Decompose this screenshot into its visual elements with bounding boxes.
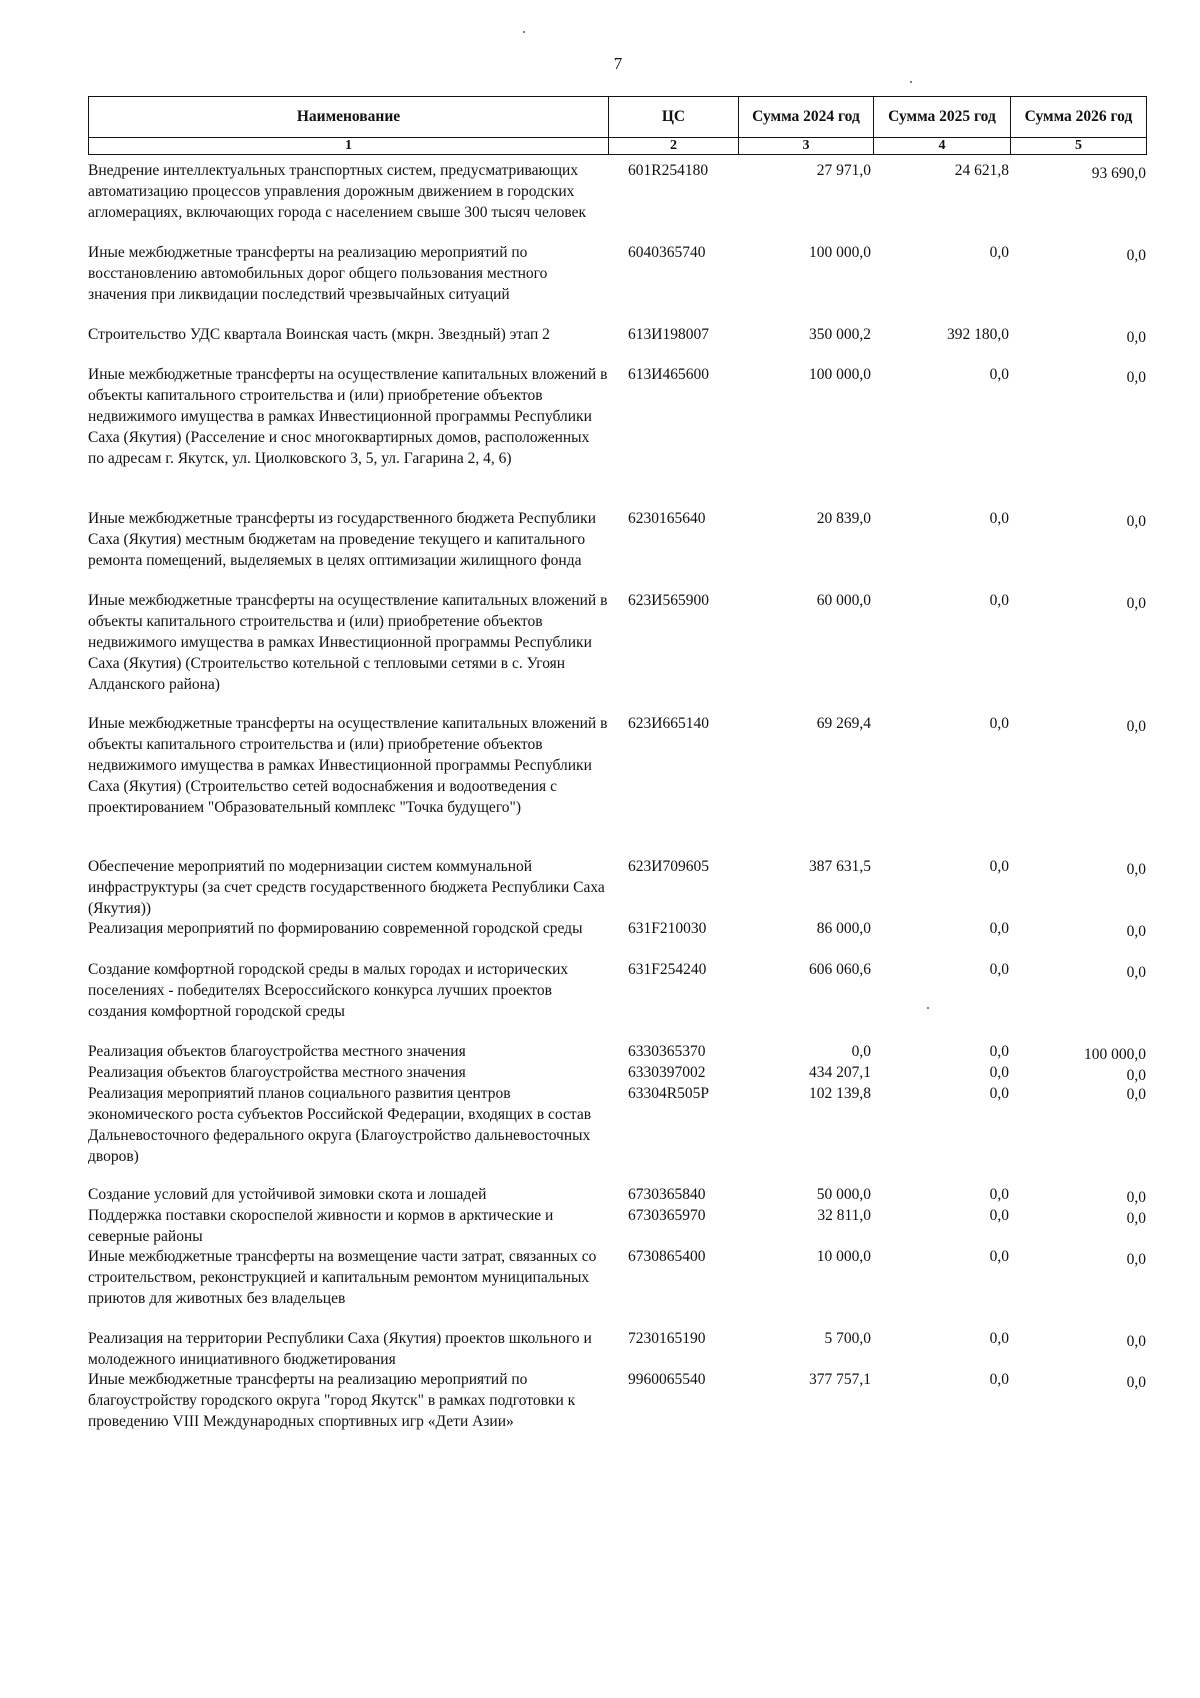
row-code: 63304R505P	[628, 1085, 709, 1102]
row-sum-2025: 0,0	[989, 1064, 1009, 1081]
row-name: Иные межбюджетные трансферты на реализацию мероприятий по благоустройству городского округа "город Якутск" в рамках подготовки к проведению VIII Международных спортивных игр «Дети Азии»	[88, 1371, 576, 1430]
row-code: 623И709605	[628, 858, 709, 875]
row-sum-2024: 377 757,1	[809, 1371, 871, 1388]
row-sum-2025: 0,0	[989, 366, 1009, 383]
row-sum-2024: 10 000,0	[816, 1248, 871, 1265]
row-sum-2026: 0,0	[1126, 329, 1146, 346]
scan-speck	[910, 81, 912, 83]
row-name: Реализация мероприятий по формированию современной городской среды	[88, 920, 583, 937]
row-code: 6230165640	[628, 510, 706, 527]
row-code: 601R254180	[628, 162, 709, 179]
row-name: Иные межбюджетные трансферты на реализацию мероприятий по восстановлению автомобильных дорог общего пользования местного значения при ликвидации последствий чрезвычайных ситуаций	[88, 244, 548, 303]
header-code: ЦС	[609, 97, 739, 138]
row-sum-2024: 434 207,1	[809, 1064, 871, 1081]
column-number-1: 1	[89, 138, 609, 155]
row-sum-2025: 0,0	[989, 1207, 1009, 1224]
row-name: Реализация мероприятий планов социального развития центров экономического роста субъектов Российской Федерации, входящих в состав Дальневосточного федерального округа (Благоустройство дальневосточных дворов)	[88, 1085, 592, 1165]
row-sum-2026: 0,0	[1126, 1086, 1146, 1103]
row-code: 9960065540	[628, 1371, 706, 1388]
row-sum-2024: 27 971,0	[816, 162, 871, 179]
row-sum-2025: 0,0	[989, 1186, 1009, 1203]
row-sum-2026: 93 690,0	[1091, 165, 1146, 182]
row-sum-2024: 387 631,5	[809, 858, 871, 875]
row-sum-2025: 0,0	[989, 1330, 1009, 1347]
row-sum-2024: 69 269,4	[816, 715, 871, 732]
column-number-3: 3	[739, 138, 874, 155]
row-code: 623И665140	[628, 715, 709, 732]
row-name: Иные межбюджетные трансферты на осуществление капитальных вложений в объекты капитального строительства и (или) приобретение объектов недвижимого имущества в рамках Инвестиционной программы Республики Саха (Якутия) (Расселение и снос многоквартирных домов, расположенных по адресам г. Якутск, ул. Циолковского 3, 5, ул. Гагарина 2, 4, 6)	[88, 366, 608, 467]
scan-speck	[927, 1007, 929, 1009]
scan-speck	[523, 31, 525, 33]
row-sum-2026: 0,0	[1126, 861, 1146, 878]
row-sum-2025: 0,0	[989, 715, 1009, 732]
row-sum-2025: 0,0	[989, 961, 1009, 978]
row-code: 6730865400	[628, 1248, 706, 1265]
row-sum-2025: 0,0	[989, 1085, 1009, 1102]
column-number-5: 5	[1011, 138, 1147, 155]
row-sum-2025: 0,0	[989, 510, 1009, 527]
row-name: Обеспечение мероприятий по модернизации систем коммунальной инфраструктуры (за счет средств государственного бюджета Республики Саха (Якутия))	[88, 858, 605, 917]
row-code: 6730365840	[628, 1186, 706, 1203]
row-sum-2024: 350 000,2	[809, 326, 871, 343]
row-code: 6330365370	[628, 1043, 706, 1060]
row-code: 631F254240	[628, 961, 707, 978]
row-sum-2026: 0,0	[1126, 1189, 1146, 1206]
row-sum-2025: 0,0	[989, 1043, 1009, 1060]
row-sum-2026: 0,0	[1126, 247, 1146, 264]
row-sum-2026: 0,0	[1126, 595, 1146, 612]
row-sum-2024: 60 000,0	[816, 592, 871, 609]
row-name: Реализация объектов благоустройства местного значения	[88, 1064, 466, 1081]
row-sum-2025: 0,0	[989, 1371, 1009, 1388]
row-sum-2026: 0,0	[1126, 1374, 1146, 1391]
row-name: Строительство УДС квартала Воинская часть (мкрн. Звездный) этап 2	[88, 326, 550, 343]
header-sum-2024: Сумма 2024 год	[739, 97, 874, 138]
row-sum-2025: 24 621,8	[954, 162, 1009, 179]
column-number-4: 4	[874, 138, 1011, 155]
row-name: Иные межбюджетные трансферты из государственного бюджета Республики Саха (Якутия) местным бюджетам на проведение текущего и капитального ремонта помещений, выделяемых в целях оптимизации жилищного фонда	[88, 510, 597, 569]
row-sum-2025: 0,0	[989, 244, 1009, 261]
row-name: Реализация на территории Республики Саха (Якутия) проектов школьного и молодежного инициативного бюджетирования	[88, 1330, 592, 1368]
row-code: 613И198007	[628, 326, 709, 343]
row-sum-2024: 102 139,8	[809, 1085, 871, 1102]
row-sum-2026: 0,0	[1126, 718, 1146, 735]
row-sum-2026: 0,0	[1126, 1251, 1146, 1268]
row-name: Иные межбюджетные трансферты на осуществление капитальных вложений в объекты капитального строительства и (или) приобретение объектов недвижимого имущества в рамках Инвестиционной программы Республики Саха (Якутия) (Строительство сетей водоснабжения и водоотведения с проектированием "Образовательный комплекс "Точка будущего")	[88, 715, 608, 816]
row-name: Создание комфортной городской среды в малых городах и исторических поселениях - победителях Всероссийского конкурса лучших проектов создания комфортной городской среды	[88, 961, 569, 1020]
row-name: Иные межбюджетные трансферты на осуществление капитальных вложений в объекты капитального строительства и (или) приобретение объектов недвижимого имущества в рамках Инвестиционной программы Республики Саха (Якутия) (Строительство котельной с тепловыми сетями в с. Угоян Алданского района)	[88, 592, 608, 693]
column-number-2: 2	[609, 138, 739, 155]
row-sum-2026: 0,0	[1126, 513, 1146, 530]
row-sum-2026: 0,0	[1126, 964, 1146, 981]
row-sum-2026: 0,0	[1126, 923, 1146, 940]
row-code: 6730365970	[628, 1207, 706, 1224]
row-sum-2026: 100 000,0	[1084, 1046, 1146, 1063]
row-sum-2024: 86 000,0	[816, 920, 871, 937]
row-name: Создание условий для устойчивой зимовки скота и лошадей	[88, 1186, 487, 1203]
row-name: Поддержка поставки скороспелой живности и кормов в арктические и северные районы	[88, 1207, 554, 1245]
row-sum-2025: 0,0	[989, 592, 1009, 609]
row-sum-2026: 0,0	[1126, 1067, 1146, 1084]
row-sum-2024: 0,0	[851, 1043, 871, 1060]
page-number: 7	[613, 54, 623, 73]
table-header	[88, 96, 1147, 155]
row-sum-2025: 0,0	[989, 920, 1009, 937]
row-name: Реализация объектов благоустройства местного значения	[88, 1043, 466, 1060]
row-code: 7230165190	[628, 1330, 706, 1347]
row-sum-2024: 606 060,6	[809, 961, 871, 978]
row-sum-2024: 100 000,0	[809, 244, 871, 261]
header-sum-2025: Сумма 2025 год	[874, 97, 1011, 138]
row-code: 6330397002	[628, 1064, 706, 1081]
header-name: Наименование	[89, 97, 609, 138]
row-sum-2024: 50 000,0	[816, 1186, 871, 1203]
row-sum-2025: 0,0	[989, 1248, 1009, 1265]
row-sum-2025: 392 180,0	[947, 326, 1009, 343]
row-sum-2026: 0,0	[1126, 1210, 1146, 1227]
row-sum-2025: 0,0	[989, 858, 1009, 875]
row-code: 613И465600	[628, 366, 709, 383]
row-code: 631F210030	[628, 920, 707, 937]
row-sum-2024: 5 700,0	[824, 1330, 871, 1347]
row-sum-2024: 20 839,0	[816, 510, 871, 527]
row-sum-2024: 32 811,0	[817, 1207, 871, 1224]
row-sum-2026: 0,0	[1126, 1333, 1146, 1350]
row-sum-2026: 0,0	[1126, 369, 1146, 386]
row-sum-2024: 100 000,0	[809, 366, 871, 383]
row-code: 623И565900	[628, 592, 709, 609]
header-sum-2026: Сумма 2026 год	[1011, 97, 1147, 138]
row-name: Иные межбюджетные трансферты на возмещение части затрат, связанных со строительством, реконструкцией и капитальным ремонтом муниципальных приютов для животных без владельцев	[88, 1248, 597, 1307]
row-name: Внедрение интеллектуальных транспортных систем, предусматривающих автоматизацию процессов управления дорожным движением в городских агломерациях, включающих города с населением свыше 300 тысяч человек	[88, 162, 587, 221]
row-code: 6040365740	[628, 244, 706, 261]
